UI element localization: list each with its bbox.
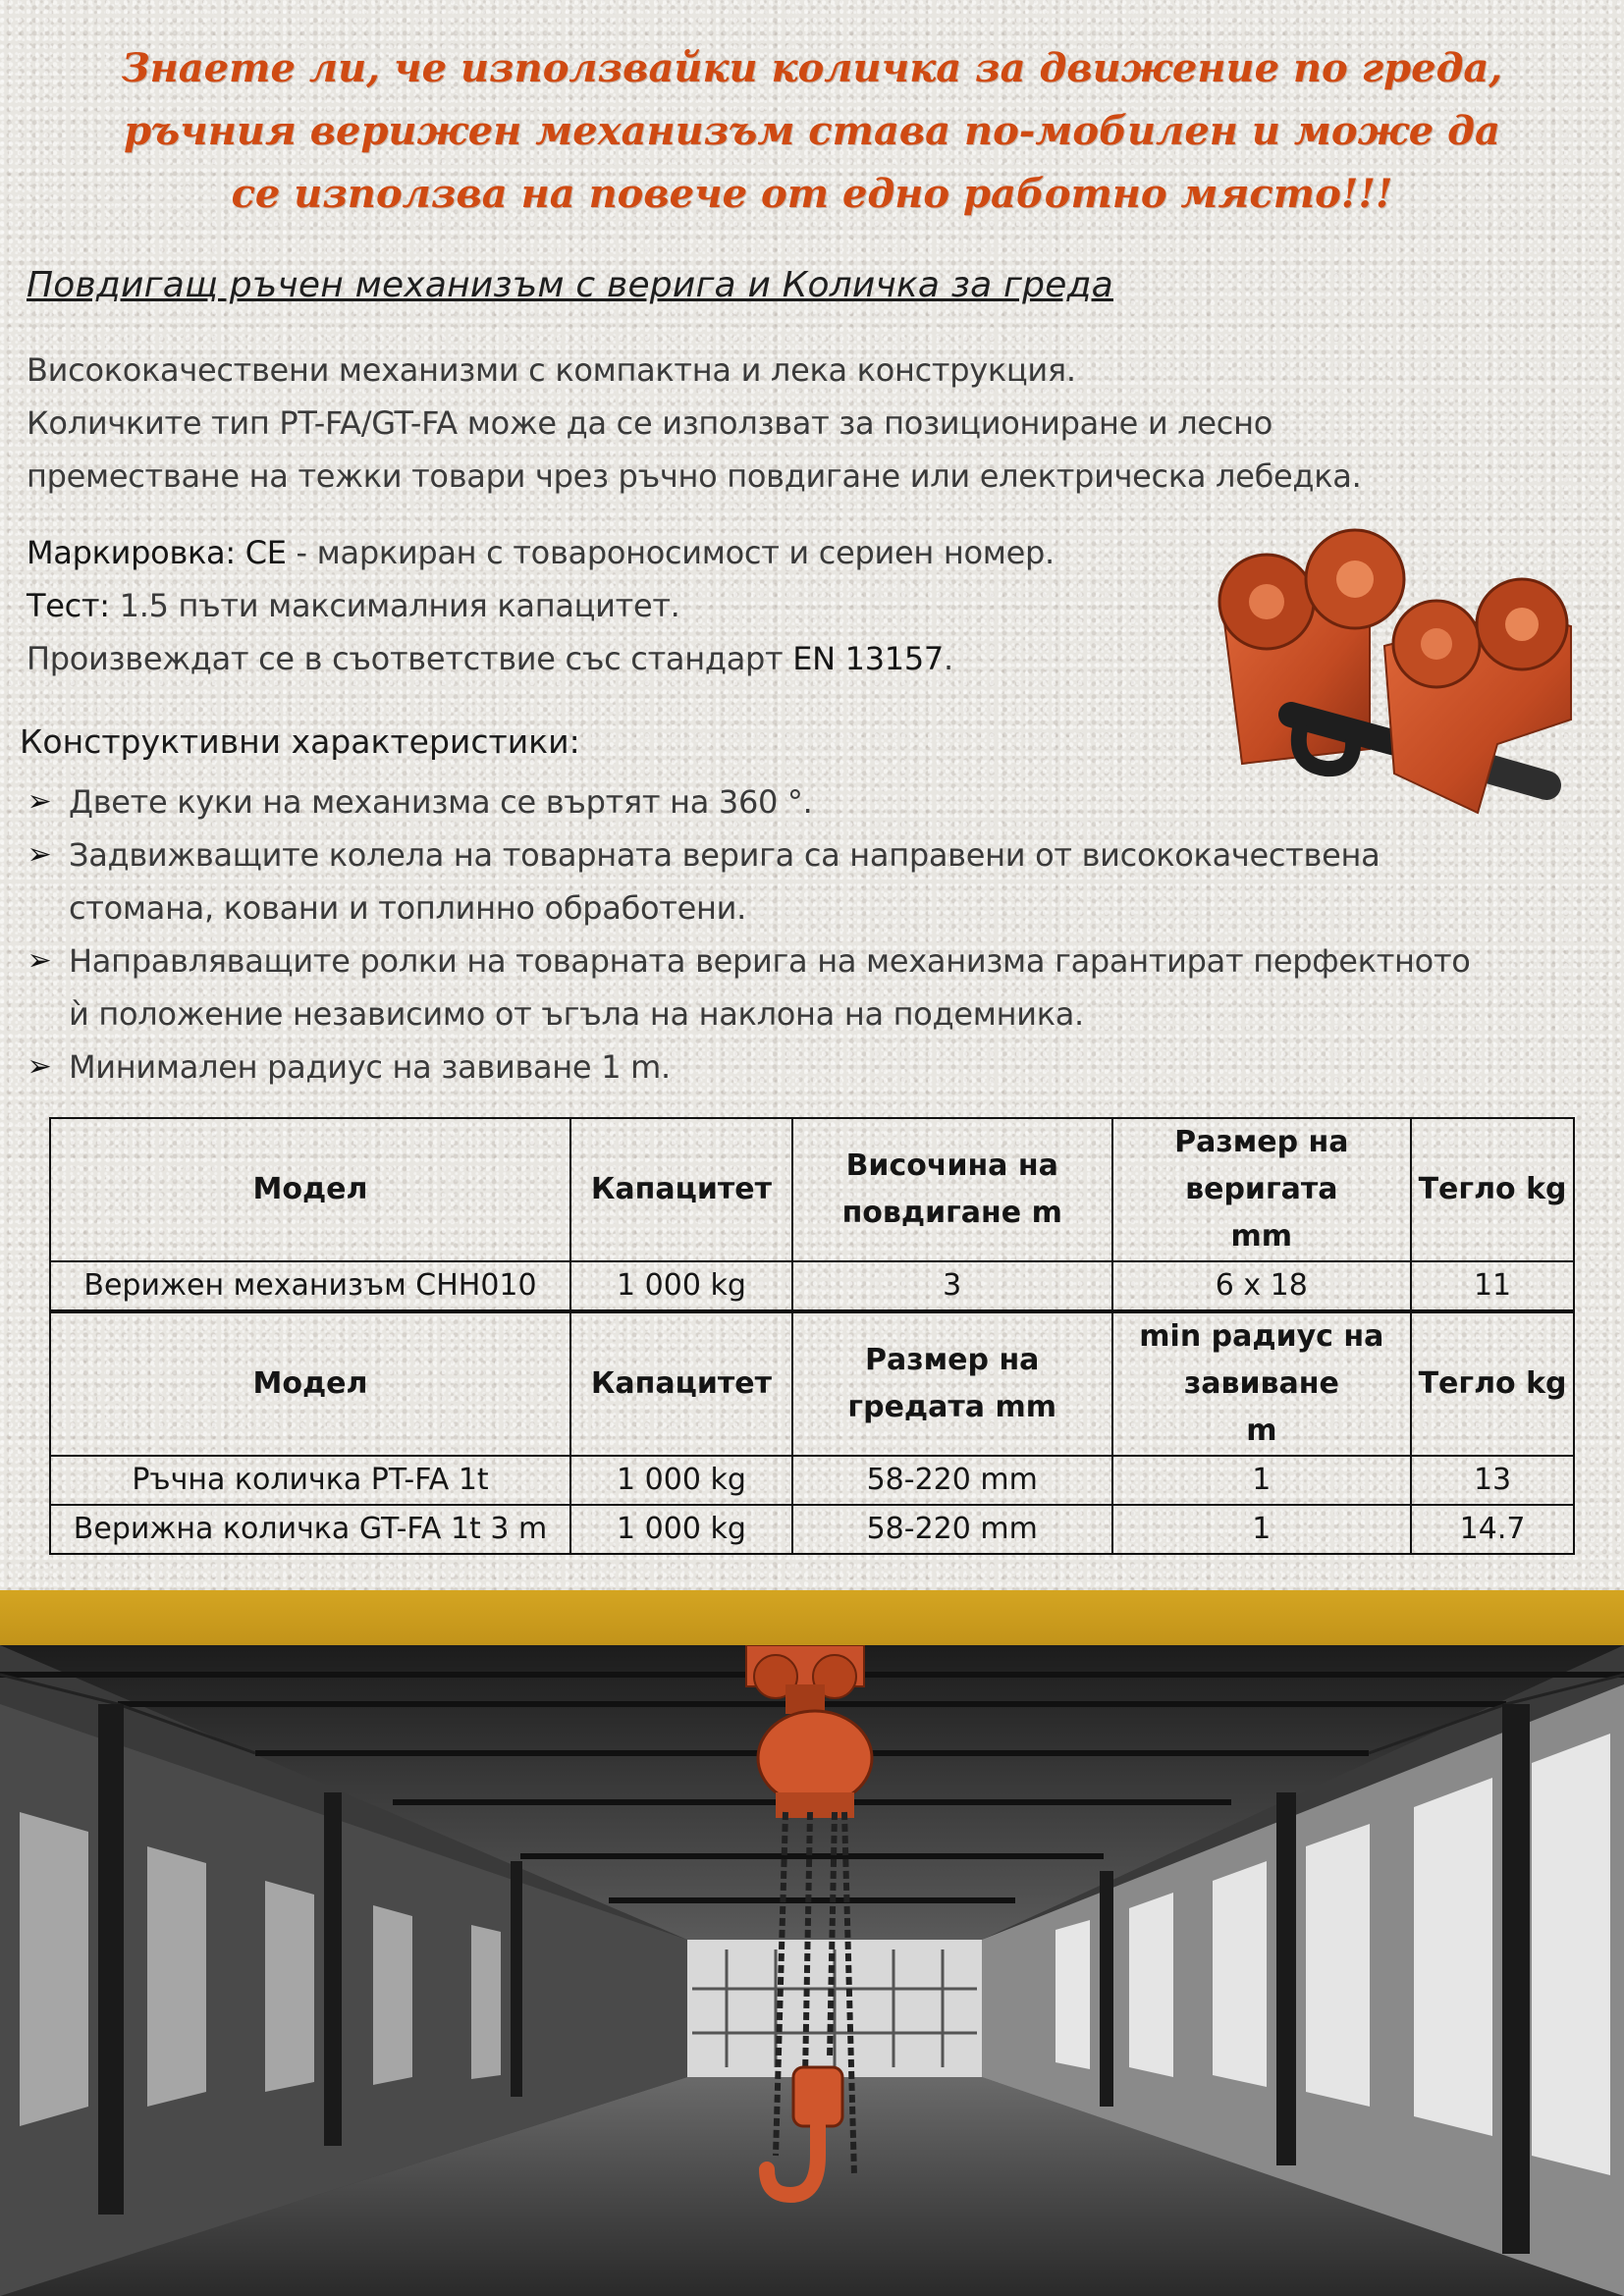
col-capacity: Капацитет (570, 1118, 792, 1261)
intro-line-2: Количките тип PT-FA/GT-FA може да се използват за позициониране и лесно (27, 404, 1272, 442)
col-weight: Тегло kg (1411, 1118, 1574, 1261)
col-weight: Тегло kg (1411, 1311, 1574, 1456)
cell-capacity: 1 000 kg (570, 1456, 792, 1505)
cell-model: Ръчна количка PT-FA 1t (50, 1456, 570, 1505)
headline-line-3: се използва на повече от едно работно място!!! (231, 171, 1393, 217)
col-beam-size-l2: гредата mm (847, 1390, 1056, 1424)
col-beam-size (792, 1311, 1112, 1456)
table-header-row (50, 1311, 1574, 1456)
gold-band (0, 1590, 1624, 1645)
headline-line-2: ръчния верижен механизъм става по-мобилен и може да (124, 108, 1500, 154)
cell-capacity: 1 000 kg (570, 1261, 792, 1311)
cell-radius: 1 (1112, 1505, 1412, 1554)
test-label: Тест: (27, 587, 110, 624)
list-item (22, 828, 1612, 934)
features-list (22, 775, 1612, 1094)
col-min-radius-l2: завиване (1183, 1366, 1339, 1401)
col-capacity: Капацитет (570, 1311, 792, 1456)
col-min-radius (1112, 1311, 1412, 1456)
col-chain-size-l1: Размер на (1174, 1125, 1349, 1159)
cell-beam: 58-220 mm (792, 1456, 1112, 1505)
arrow-bullet-icon: ➢ (27, 943, 52, 978)
feature-4: Минимален радиус на завиване 1 m. (69, 1048, 671, 1086)
col-min-radius-l1: min радиус на (1139, 1319, 1384, 1354)
col-chain-size (1112, 1118, 1412, 1261)
arrow-bullet-icon: ➢ (27, 837, 52, 872)
arrow-bullet-icon: ➢ (27, 1049, 52, 1084)
cell-beam: 58-220 mm (792, 1505, 1112, 1554)
cell-weight: 13 (1411, 1456, 1574, 1505)
list-item (22, 775, 1612, 828)
feature-2-line-1: Задвижващите колела на товарната верига са направени от висококачествена (69, 836, 1380, 874)
col-model: Модел (50, 1311, 570, 1456)
marking-line (27, 526, 1055, 579)
headline (59, 37, 1565, 226)
feature-3-line-2: ѝ положение независимо от ъгъла на наклона на подемника. (69, 995, 1084, 1033)
col-model: Модел (50, 1118, 570, 1261)
col-beam-size-l1: Размер на (865, 1343, 1040, 1377)
cell-model: Верижна количка GT-FA 1t 3 m (50, 1505, 570, 1554)
intro-paragraph (27, 344, 1361, 503)
col-min-radius-l3: m (1246, 1414, 1277, 1448)
table-row (50, 1456, 1574, 1505)
cell-lift: 3 (792, 1261, 1112, 1311)
table-row (50, 1261, 1574, 1311)
feature-2-line-2: стомана, ковани и топлинно обработени. (69, 889, 747, 927)
cell-weight: 14.7 (1411, 1505, 1574, 1554)
section-title: Повдигащ ръчен механизъм с верига и Количка за греда (27, 265, 1113, 305)
construct-title: Конструктивни характеристики: (20, 722, 580, 761)
col-lift-height (792, 1118, 1112, 1261)
feature-1: Двете куки на механизма се въртят на 360 °. (69, 783, 813, 821)
marking-rest: - маркиран с товароносимост и сериен номер. (286, 534, 1055, 571)
cell-radius: 1 (1112, 1456, 1412, 1505)
specs-paragraph (27, 526, 1055, 685)
list-item (22, 934, 1612, 1041)
cell-model: Верижен механизъм CHH010 (50, 1261, 570, 1311)
intro-line-1: Висококачествени механизми с компактна и лека конструкция. (27, 351, 1076, 389)
col-lift-height-l2: повдигане m (841, 1196, 1062, 1230)
col-chain-size-l2: веригата (1185, 1172, 1338, 1206)
test-line (27, 579, 1055, 632)
arrow-bullet-icon: ➢ (27, 784, 52, 819)
cell-weight: 11 (1411, 1261, 1574, 1311)
warehouse-hoist-image (0, 1645, 1624, 2296)
marking-label: Маркировка: (27, 534, 236, 571)
standard-pre: Произвеждат се в съответствие със стандарт (27, 640, 793, 677)
list-item (22, 1041, 1612, 1094)
specs-table (49, 1117, 1575, 1555)
standard-line (27, 632, 1055, 685)
standard-value: EN 13157 (792, 640, 944, 677)
col-lift-height-l1: Височина на (845, 1148, 1058, 1183)
cell-chain: 6 x 18 (1112, 1261, 1412, 1311)
standard-post: . (943, 640, 953, 677)
headline-line-1: Знаете ли, че използвайки количка за движение по греда, (121, 45, 1503, 91)
table-header-row (50, 1118, 1574, 1261)
table-row (50, 1505, 1574, 1554)
cell-capacity: 1 000 kg (570, 1505, 792, 1554)
marking-value: CE (244, 534, 287, 571)
feature-3-line-1: Направляващите ролки на товарната верига на механизма гарантират перфектното (69, 942, 1471, 980)
test-rest: 1.5 пъти максималния капацитет. (109, 587, 680, 624)
intro-line-3: преместване на тежки товари чрез ръчно повдигане или електрическа лебедка. (27, 457, 1362, 495)
col-chain-size-l3: mm (1230, 1219, 1293, 1254)
